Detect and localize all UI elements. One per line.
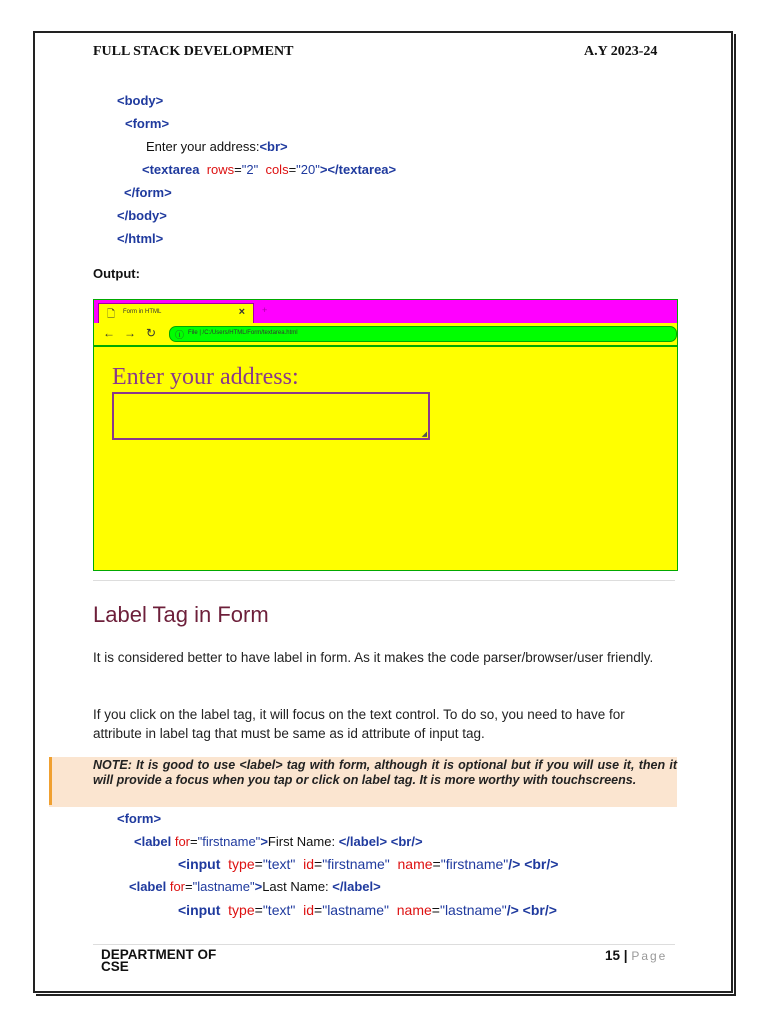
code-attr: type bbox=[228, 902, 255, 918]
code-line: </html> bbox=[117, 231, 164, 246]
code-attr: name bbox=[397, 856, 433, 872]
code-val: "20" bbox=[296, 162, 320, 177]
paragraph: It is considered better to have label in form. As it makes the code parser/browser/user friendly. bbox=[93, 650, 654, 665]
code-text: Last Name: bbox=[262, 879, 333, 894]
paragraph: If you click on the label tag, it will focus on the text control. To do so, you need to have for attribute in label tag that must be same as id attribute of input tag. bbox=[93, 707, 625, 741]
code-text: Enter your address: bbox=[146, 139, 260, 154]
code-tag: <br> bbox=[259, 139, 288, 154]
code-line: <label for="lastname">Last Name: </label> bbox=[129, 879, 381, 894]
new-tab-icon: + bbox=[262, 305, 268, 315]
browser-heading: Enter your address: bbox=[112, 364, 299, 390]
code-line: <form> bbox=[117, 811, 162, 826]
code-tag: > bbox=[260, 834, 268, 849]
browser-tab-title: Form in HTML bbox=[123, 309, 162, 315]
code-attr: rows bbox=[206, 162, 235, 177]
code-tag: <label bbox=[129, 879, 167, 894]
code-tag: </label> bbox=[332, 879, 381, 894]
code-attr: id bbox=[303, 902, 315, 918]
code-tag: <input bbox=[178, 856, 221, 872]
code-line: <textarea rows="2" cols="20"></textarea> bbox=[142, 162, 397, 177]
code-attr: for bbox=[169, 879, 186, 894]
address-bar bbox=[169, 326, 677, 342]
code-tag: > bbox=[254, 879, 263, 894]
header-year: A.Y 2023-24 bbox=[584, 44, 658, 59]
code-val: "text" bbox=[262, 856, 296, 872]
code-tag: <input bbox=[178, 902, 221, 918]
section-title: Label Tag in Form bbox=[93, 602, 269, 627]
footer-department-cut: CSE bbox=[101, 959, 129, 974]
page-number: 15 bbox=[605, 948, 621, 963]
code-attr: cols bbox=[265, 162, 289, 177]
code-line: <input type="text" id="firstname" name="firstname"/> <br/> bbox=[178, 856, 559, 872]
header-title: FULL STACK DEVELOPMENT bbox=[93, 44, 294, 59]
reload-icon: ↻ bbox=[146, 326, 157, 340]
code-tag: /> <br/> bbox=[506, 902, 557, 918]
code-line: <form> bbox=[125, 116, 170, 131]
code-val: "lastname" bbox=[439, 902, 507, 918]
code-val: "firstname" bbox=[197, 834, 261, 849]
code-attr: type bbox=[228, 856, 255, 872]
footer-page bbox=[605, 948, 667, 963]
code-attr: for bbox=[174, 834, 191, 849]
code-tag: <label bbox=[134, 834, 172, 849]
browser-navbar bbox=[94, 323, 677, 347]
code-line: </form> bbox=[124, 185, 172, 200]
divider bbox=[93, 580, 675, 581]
code-line bbox=[146, 139, 288, 154]
page-sep: | bbox=[620, 948, 632, 963]
address-text: File | /C:/Users/HTML/Form/textarea.html bbox=[188, 330, 298, 336]
code-attr: name bbox=[396, 902, 432, 918]
code-val: "2" bbox=[241, 162, 259, 177]
close-icon: × bbox=[238, 306, 245, 318]
code-tag: </label> <br/> bbox=[338, 834, 423, 849]
code-tag: /> <br/> bbox=[508, 856, 559, 872]
forward-icon: → bbox=[124, 326, 136, 340]
code-attr: id bbox=[303, 856, 315, 872]
page-word: Page bbox=[631, 949, 668, 963]
code-val: "lastname" bbox=[192, 879, 255, 894]
code-line: <label for="firstname">First Name: </label> <br/> bbox=[134, 834, 423, 849]
footer-divider bbox=[93, 944, 675, 945]
document-icon: 🗋 bbox=[107, 309, 116, 320]
browser-screenshot bbox=[93, 299, 678, 571]
code-val: "text" bbox=[262, 902, 296, 918]
browser-tabbar bbox=[94, 300, 677, 323]
info-icon: ⓘ bbox=[175, 330, 185, 340]
browser-textarea bbox=[112, 392, 430, 440]
footer-department: DEPARTMENT OF bbox=[101, 947, 217, 962]
code-val: "firstname" bbox=[322, 856, 390, 872]
note-text: NOTE: It is good to use <label> tag with form, although it is optional but if you will use it, then it will provide a focus when you tap or click on label tag. It is more worthy with touchscreens. bbox=[93, 758, 677, 787]
code-text: First Name: bbox=[267, 834, 339, 849]
code-line: </body> bbox=[117, 208, 167, 223]
note-accent-bar bbox=[49, 757, 52, 805]
resize-handle-icon: ◢ bbox=[421, 431, 427, 438]
code-line: <body> bbox=[117, 93, 164, 108]
browser-tab bbox=[98, 303, 254, 323]
code-val: "lastname" bbox=[322, 902, 389, 918]
code-line: <input type="text" id="lastname" name="lastname"/> <br/> bbox=[178, 902, 557, 918]
back-icon: ← bbox=[103, 326, 115, 340]
code-tag: ></textarea> bbox=[319, 162, 397, 177]
code-tag: <textarea bbox=[142, 162, 200, 177]
output-label: Output: bbox=[93, 266, 140, 281]
code-val: "firstname" bbox=[440, 856, 509, 872]
note-box bbox=[49, 757, 677, 807]
